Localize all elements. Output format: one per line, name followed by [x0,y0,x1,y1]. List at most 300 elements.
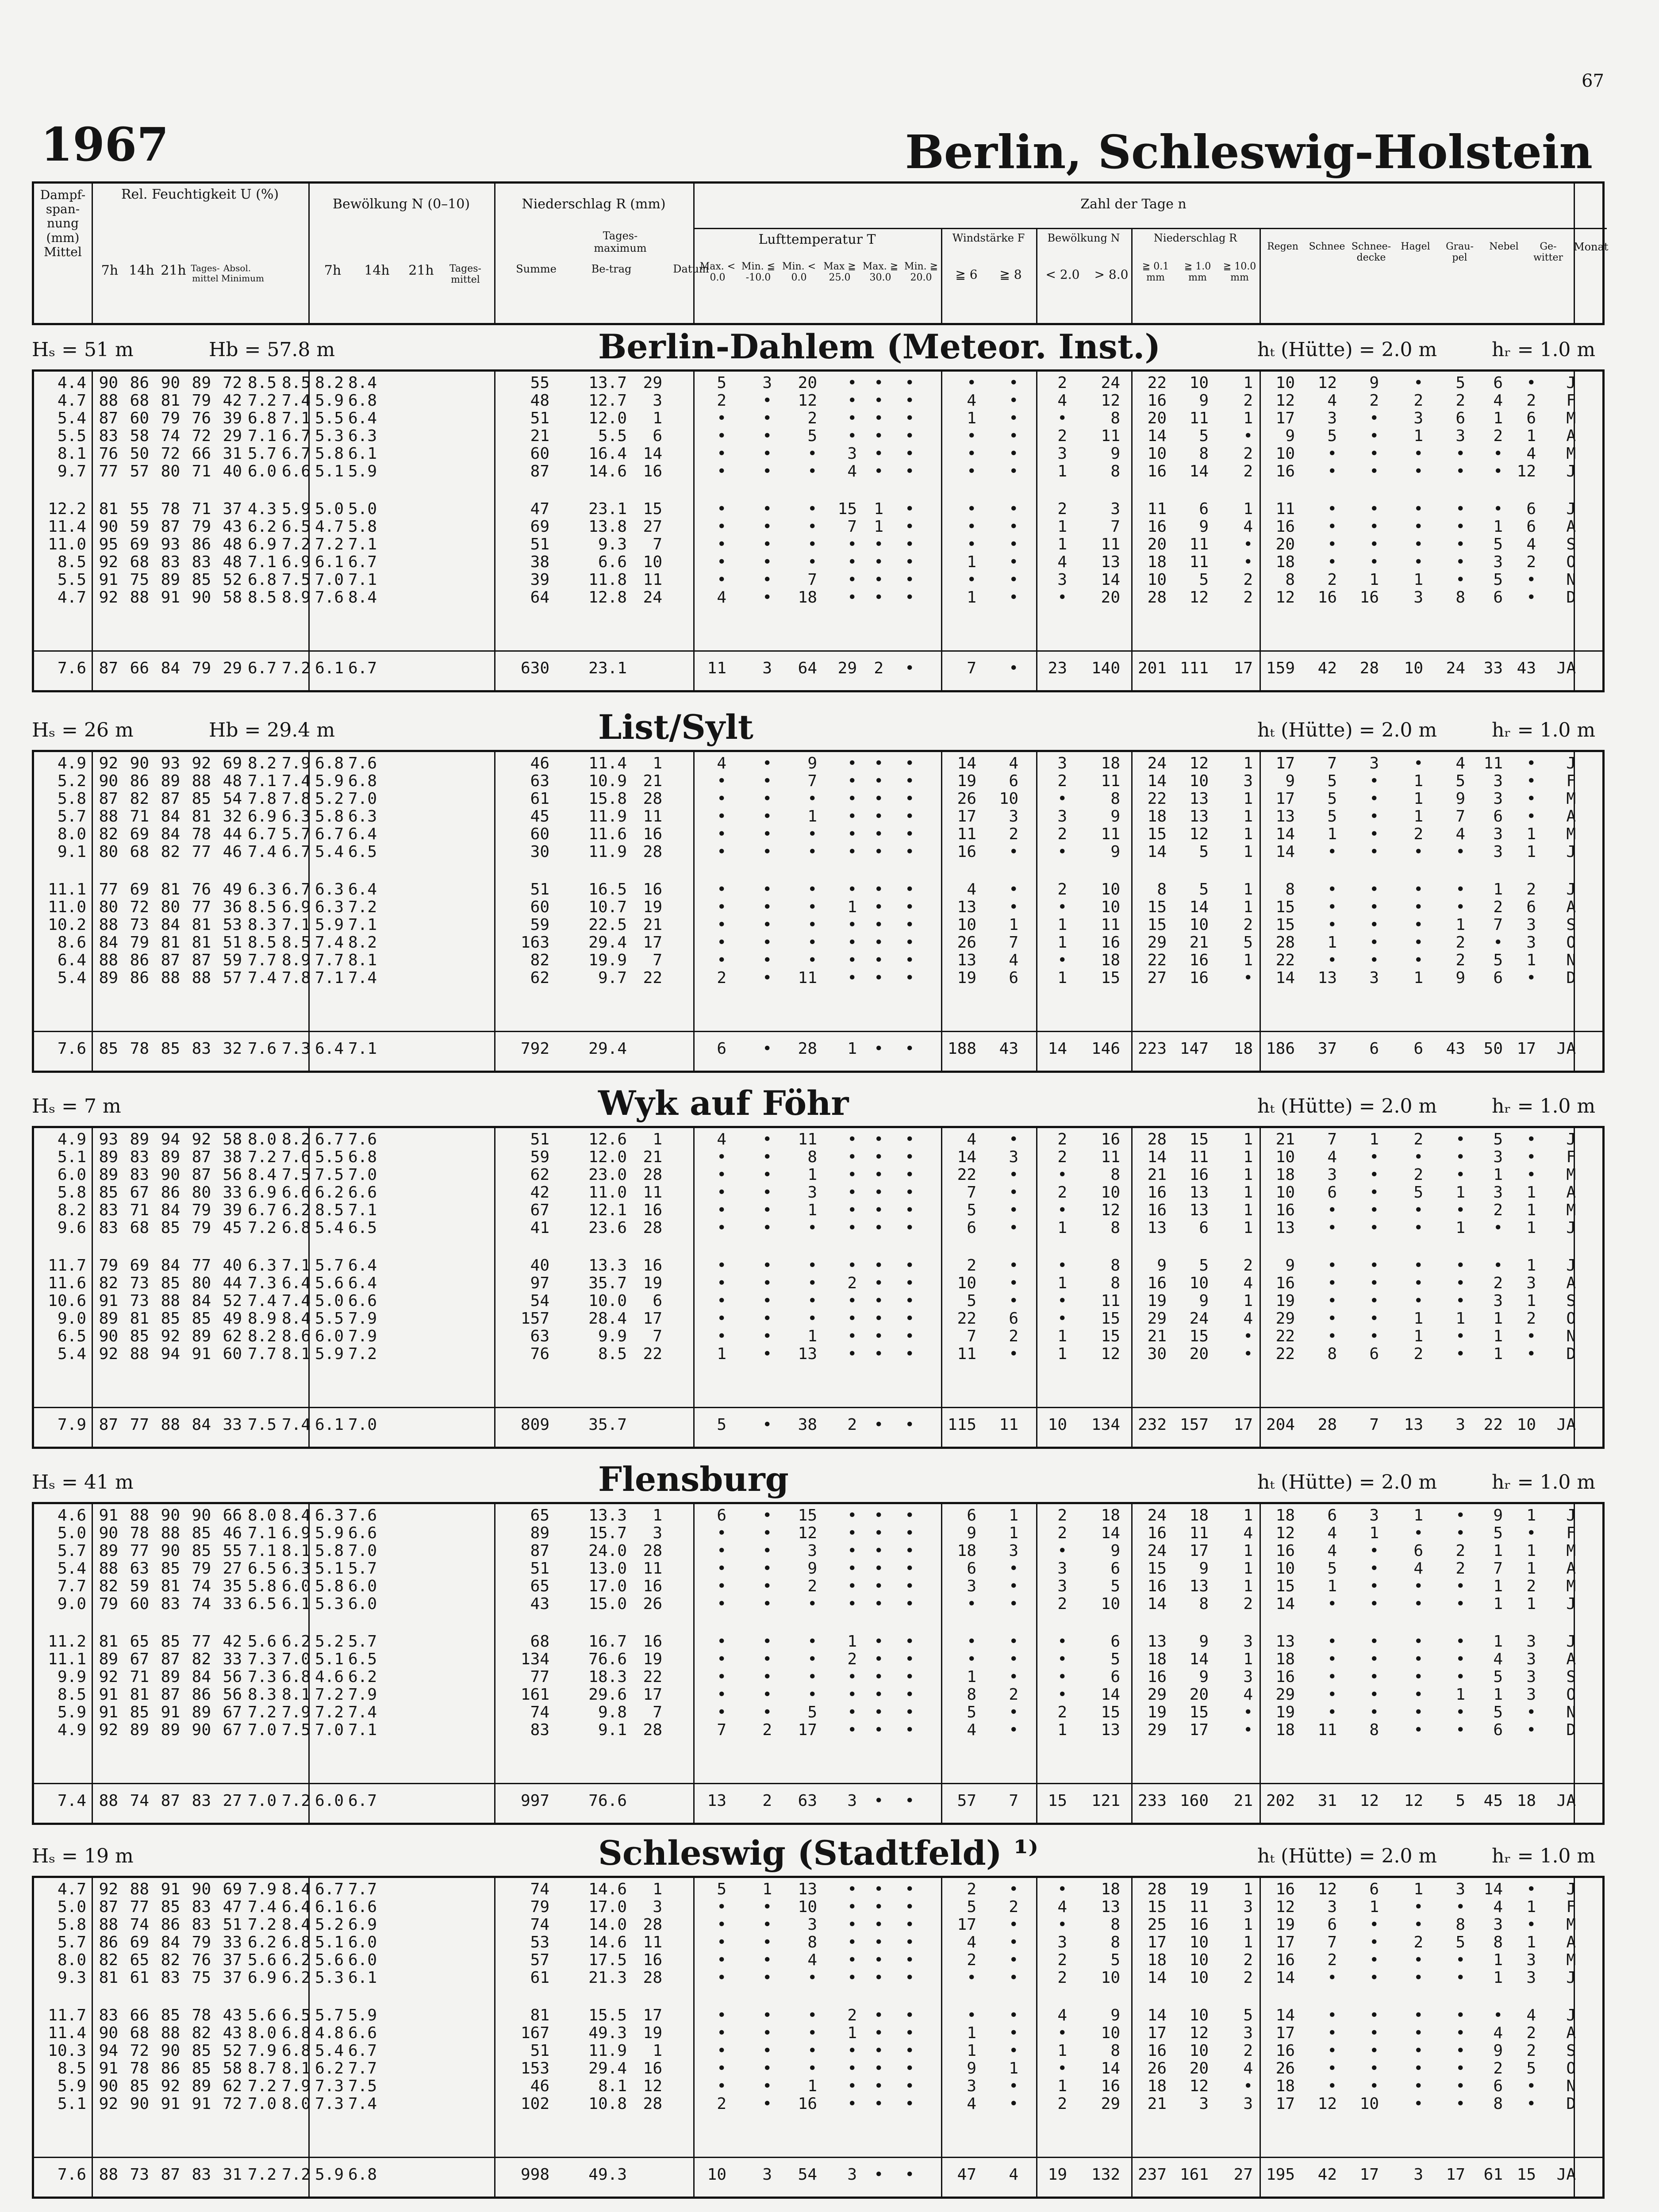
table-cell: • [905,1792,914,1810]
table-cell: 10.6 [48,1292,86,1310]
table-cell: 6.8 [281,2024,311,2042]
table-cell: • [905,1524,914,1542]
table-cell: • [847,1668,857,1686]
table-cell: 39 [223,409,242,427]
table-cell: 3 [1009,1148,1018,1166]
table-cell: 1 [653,754,662,772]
table-cell: 6.8 [247,571,276,589]
nied-col: Tages-maximum [594,230,647,254]
table-cell: 8.2 [57,1201,86,1219]
table-cell: • [1057,1542,1067,1560]
table-cell: 27 [1233,2166,1253,2184]
table-cell: 6.5 [57,1327,86,1345]
table-row [34,409,1602,427]
table-cell: • [874,969,883,987]
table-cell: 2 [1455,392,1465,410]
table-cell: 1 [1243,1292,1253,1310]
table-cell: 86 [161,1916,180,1934]
table-cell: 12 [1317,374,1337,392]
station-table [32,1876,1605,2199]
station-hs: Hₛ = 51 m [32,338,134,361]
table-cell: 10.8 [588,2095,627,2113]
table-cell: 10 [1275,1148,1295,1166]
table-cell: 90 [99,772,118,790]
table-cell: 11.4 [48,2024,86,2042]
table-cell: • [1413,1686,1423,1704]
table-cell: 85 [192,2042,211,2060]
table-cell: 22 [1147,374,1167,392]
table-cell: • [762,933,772,952]
table-cell: • [1413,535,1423,553]
table-cell: 6 [1327,1183,1337,1202]
table-cell: 74 [530,1916,549,1934]
table-cell: • [905,790,914,808]
table-cell: • [762,951,772,969]
table-cell: 17 [1517,1040,1536,1058]
table-cell: 29.6 [588,1686,627,1704]
table-cell: 2 [1526,1577,1536,1595]
table-cell: 56 [223,1668,242,1686]
table-cell: 12.2 [48,500,86,518]
table-cell: 2 [1413,1933,1423,1951]
table-cell: 24 [1147,754,1167,772]
table-cell: 1 [1493,880,1503,899]
table-cell: 9.3 [57,1969,86,1987]
table-cell: • [905,1933,914,1951]
station-name: Wyk auf Föhr [598,1083,849,1123]
table-cell: 5.9 [315,1345,344,1363]
table-cell: • [762,535,772,553]
table-cell: • [1369,1951,1379,1969]
table-cell: 4 [1243,1310,1253,1328]
table-cell: 87 [161,518,180,536]
table-cell: • [1327,1650,1337,1668]
table-cell: • [874,2095,883,2113]
table-cell: 6.0 [348,1951,377,1969]
table-cell: 1 [1369,1898,1379,1916]
table-cell: 8.4 [281,1506,311,1525]
table-cell: 87 [161,1792,180,1810]
table-cell: • [1369,500,1379,518]
table-cell: 8.1 [281,1686,311,1704]
table-cell: • [874,1559,883,1578]
table-cell: 10 [1275,374,1295,392]
table-cell: 1 [1243,1577,1253,1595]
table-cell: 8.0 [247,2024,276,2042]
table-cell: 7.1 [247,1542,276,1560]
table-cell: 5.8 [57,790,86,808]
table-header [32,181,1609,325]
table-cell: 6.9 [247,535,276,553]
table-cell: 88 [99,1916,118,1934]
table-cell: • [967,1595,976,1613]
table-cell: 22 [1275,1327,1295,1345]
table-cell: • [1057,843,1067,861]
table-cell: 58 [223,588,242,607]
table-cell: 9.9 [57,1668,86,1686]
table-cell: • [1413,1668,1423,1686]
table-cell: • [762,1559,772,1578]
table-cell: 5 [1493,1130,1503,1148]
table-cell: 3 [847,2166,857,2184]
table-cell: 72 [161,445,180,463]
table-cell: • [874,1686,883,1704]
table-cell: 1 [1526,427,1536,445]
table-cell: 83 [99,1219,118,1237]
table-cell: 6.0 [348,1577,377,1595]
table-row [34,1969,1602,1986]
table-cell: 18 [1275,1506,1295,1525]
table-cell: 1 [1327,825,1337,843]
table-cell: • [1369,1274,1379,1292]
table-cell: 8.9 [281,951,311,969]
table-cell: 87 [161,790,180,808]
table-cell: 6.7 [348,553,377,571]
table-row [34,2024,1602,2042]
table-cell: 67 [223,1703,242,1721]
table-cell: 2 [717,969,726,987]
table-cell: 13 [1101,1898,1120,1916]
table-cell: 11 [643,807,662,826]
table-cell: 2 [1243,916,1253,934]
table-cell: 23.1 [588,500,627,518]
table-cell: 7.7 [247,1345,276,1363]
table-cell: 29 [643,374,662,392]
table-cell: 13.3 [588,1256,627,1275]
table-cell: 7.2 [281,2166,311,2184]
table-cell: 87 [99,409,118,427]
table-cell: • [905,1345,914,1363]
table-cell: 17 [1275,790,1295,808]
table-cell: 13.3 [588,1506,627,1525]
table-cell: 3 [1057,571,1067,589]
table-cell: 15 [643,500,662,518]
table-cell: 85 [161,1219,180,1237]
table-cell: 72 [130,898,149,916]
table-cell: 6.4 [281,1898,311,1916]
table-cell: 8.3 [247,916,276,934]
table-cell: 7.7 [247,951,276,969]
table-cell: 1 [1493,1969,1503,1987]
table-cell: 36 [223,898,242,916]
table-cell: 1 [1243,1559,1253,1578]
table-cell: 8.0 [57,825,86,843]
table-cell: 43 [223,2006,242,2024]
table-cell: 12 [1189,588,1209,607]
table-cell: • [1009,500,1018,518]
table-cell: 12.0 [588,409,627,427]
nied-r-header: Niederschlag R [1153,232,1237,244]
table-cell: 6.9 [348,1916,377,1934]
table-cell: A [1566,807,1576,826]
table-cell: • [847,1880,857,1898]
table-cell: 62 [530,969,549,987]
table-cell: 52 [223,571,242,589]
table-cell: 90 [99,1524,118,1542]
table-cell: 39 [223,1201,242,1219]
table-cell: • [1413,462,1423,480]
table-cell: • [1057,1166,1067,1184]
table-cell: 6.7 [281,445,311,463]
table-cell: 83 [161,1969,180,1987]
table-cell: 77 [530,1668,549,1686]
table-cell: 3 [1493,843,1503,861]
station-hs: Hₛ = 19 m [32,1845,134,1867]
table-cell: 33 [1483,659,1503,677]
table-cell: 5.0 [315,1292,344,1310]
table-cell: 28 [1147,1880,1167,1898]
table-cell: • [1455,1632,1465,1651]
table-cell: 7.2 [247,1703,276,1721]
table-cell: • [905,374,914,392]
table-cell: • [874,1703,883,1721]
table-cell: 3 [1009,1542,1018,1560]
table-cell: 14 [1147,772,1167,790]
table-cell: • [1327,1686,1337,1704]
annual-row [34,659,1602,677]
table-cell: • [1009,1933,1018,1951]
table-cell: 29.4 [588,2059,627,2078]
table-cell: • [717,1219,726,1237]
table-cell: 12 [1189,825,1209,843]
table-cell: • [874,843,883,861]
table-cell: 5.8 [348,518,377,536]
table-cell: 8.2 [315,374,344,392]
table-cell: 62 [223,2077,242,2095]
table-cell: 32 [223,1040,242,1058]
table-cell: 5.9 [281,500,311,518]
table-cell: 76.6 [588,1792,627,1810]
table-cell: 14.6 [588,1933,627,1951]
table-cell: • [762,1969,772,1987]
table-cell: 3 [1057,807,1067,826]
table-cell: • [1413,1650,1423,1668]
table-cell: 14 [1275,1595,1295,1613]
table-cell: 5.7 [315,1256,344,1275]
table-cell: • [905,1559,914,1578]
table-cell: 6.6 [598,553,627,571]
table-cell: 1 [1413,1327,1423,1345]
table-cell: 72 [223,2095,242,2113]
table-cell: 79 [192,1219,211,1237]
table-cell: 87 [161,2166,180,2184]
table-cell: 19 [643,2024,662,2042]
table-cell: 5 [1327,790,1337,808]
table-cell: • [1369,1650,1379,1668]
table-cell: 42 [223,1632,242,1651]
table-cell: • [1009,1916,1018,1934]
table-cell: 16 [1147,1668,1167,1686]
table-cell: 12 [1189,2077,1209,2095]
table-cell: 4 [1057,553,1067,571]
table-cell: 1 [653,2042,662,2060]
table-cell: 16 [1275,1201,1295,1219]
table-cell: 2 [1057,880,1067,899]
table-cell: 88 [99,1792,118,1810]
table-cell: • [1526,1166,1536,1184]
table-cell: • [905,1898,914,1916]
feuchte-col: Tages-mittel [191,263,220,284]
table-cell: 81 [130,1310,149,1328]
table-cell: 11 [1101,772,1120,790]
table-cell: 33 [223,1933,242,1951]
table-cell: 21 [1275,1130,1295,1148]
table-cell: D [1566,2095,1576,2113]
table-cell: 3 [1455,427,1465,445]
table-cell: 1 [1493,1595,1503,1613]
lufttemp-col: Min. ≦ -10.0 [741,261,776,284]
table-cell: 89 [161,1721,180,1739]
table-cell: 7.4 [247,1898,276,1916]
table-cell: 85 [130,1703,149,1721]
table-cell: • [717,1166,726,1184]
table-cell: 49.3 [588,2166,627,2184]
table-cell: 89 [130,1130,149,1148]
table-cell: • [762,1524,772,1542]
table-cell: 76 [530,1345,549,1363]
table-cell: 83 [192,1916,211,1934]
table-cell: 66 [130,2006,149,2024]
table-cell: 58 [223,2059,242,2078]
table-cell: • [762,588,772,607]
table-cell: • [1455,843,1465,861]
table-cell: 7.0 [315,571,344,589]
table-cell: 71 [130,1201,149,1219]
table-cell: 5.7 [315,2006,344,2024]
table-cell: 3 [1057,754,1067,772]
table-cell: • [807,500,817,518]
table-cell: 20 [1189,1686,1209,1704]
table-cell: 4 [1327,1542,1337,1560]
table-cell: 8 [1110,409,1120,427]
table-cell: • [1493,500,1503,518]
table-cell: 42 [223,392,242,410]
table-cell: 6.7 [281,843,311,861]
table-cell: 1 [1493,1951,1503,1969]
table-cell: O [1566,1686,1576,1704]
table-cell: 13.7 [588,374,627,392]
table-row [34,1916,1602,1933]
table-cell: 12.8 [588,588,627,607]
table-cell: • [905,1686,914,1704]
table-cell: 5.2 [315,1916,344,1934]
table-cell: 77 [130,1898,149,1916]
table-cell: 27 [223,1792,242,1810]
table-cell: N [1566,571,1576,589]
table-cell: 6.7 [281,427,311,445]
table-cell: 10 [1275,1183,1295,1202]
table-cell: 7.1 [348,571,377,589]
table-cell: 83 [130,1166,149,1184]
table-cell: • [1057,1310,1067,1328]
table-cell: 4 [1243,1686,1253,1704]
table-cell: 89 [99,1148,118,1166]
table-cell: 57 [130,462,149,480]
table-cell: 7.1 [281,409,311,427]
table-cell: • [1455,2024,1465,2042]
table-cell: 6 [717,1506,726,1525]
table-cell: 26 [957,933,976,952]
table-cell: 7.0 [247,1792,276,1810]
table-cell: 3 [1493,825,1503,843]
table-cell: 60 [530,825,549,843]
table-cell: 8.4 [281,1916,311,1934]
table-cell: 53 [530,1933,549,1951]
table-cell: 5 [1199,843,1209,861]
table-cell: • [1369,807,1379,826]
table-cell: D [1566,588,1576,607]
table-row [34,1898,1602,1916]
table-cell: 48 [223,553,242,571]
table-cell: 4 [1327,392,1337,410]
table-cell: 80 [161,462,180,480]
table-cell: 82 [530,951,549,969]
table-cell: 8.5 [315,1201,344,1219]
table-cell: 7.5 [281,1166,311,1184]
table-cell: 63 [798,1792,817,1810]
table-cell: 3 [653,1898,662,1916]
table-cell: 1 [1413,969,1423,987]
table-cell: 1 [1243,880,1253,899]
lufttemp-col: Min. < 0.0 [782,261,816,284]
table-cell: • [905,1721,914,1739]
table-cell: 16 [1359,588,1379,607]
table-cell: 2 [1009,825,1018,843]
table-cell: 16 [1275,1951,1295,1969]
table-cell: • [905,1951,914,1969]
table-cell: 41 [530,1219,549,1237]
table-cell: 15 [1147,898,1167,916]
table-cell: 4.3 [247,500,276,518]
table-cell: 26 [643,1595,662,1613]
table-cell: 7.2 [348,1345,377,1363]
table-cell: J [1566,1632,1576,1651]
table-cell: J [1566,374,1576,392]
table-cell: 3 [1493,1292,1503,1310]
table-cell: • [874,1524,883,1542]
table-cell: • [807,1310,817,1328]
table-cell: • [905,1668,914,1686]
table-cell: • [1327,1219,1337,1237]
table-cell: 6 [1493,1721,1503,1739]
table-cell: 3 [1243,1668,1253,1686]
table-cell: • [1009,843,1018,861]
table-cell: 33 [223,1183,242,1202]
table-cell: 10 [1189,772,1209,790]
table-cell: • [1413,1632,1423,1651]
table-cell: 88 [161,1524,180,1542]
table-cell: • [874,1345,883,1363]
table-cell: 6.6 [348,1524,377,1542]
table-cell: 6 [967,1506,976,1525]
table-cell: • [1455,1898,1465,1916]
table-cell: S [1566,916,1576,934]
table-cell: • [1369,1595,1379,1613]
table-cell: • [1057,951,1067,969]
table-cell: 4 [717,754,726,772]
station-hr: hᵣ = 1.0 m [1492,338,1596,361]
table-cell: 6.3 [315,1506,344,1525]
table-cell: 94 [161,1345,180,1363]
table-row [34,969,1602,987]
table-cell: • [807,2024,817,2042]
table-cell: 82 [99,1274,118,1292]
table-cell: 10 [1189,374,1209,392]
table-cell: 91 [161,2095,180,2113]
table-cell: • [1526,969,1536,987]
table-cell: 26 [1275,2059,1295,2078]
bew-col: 21h [408,263,434,278]
